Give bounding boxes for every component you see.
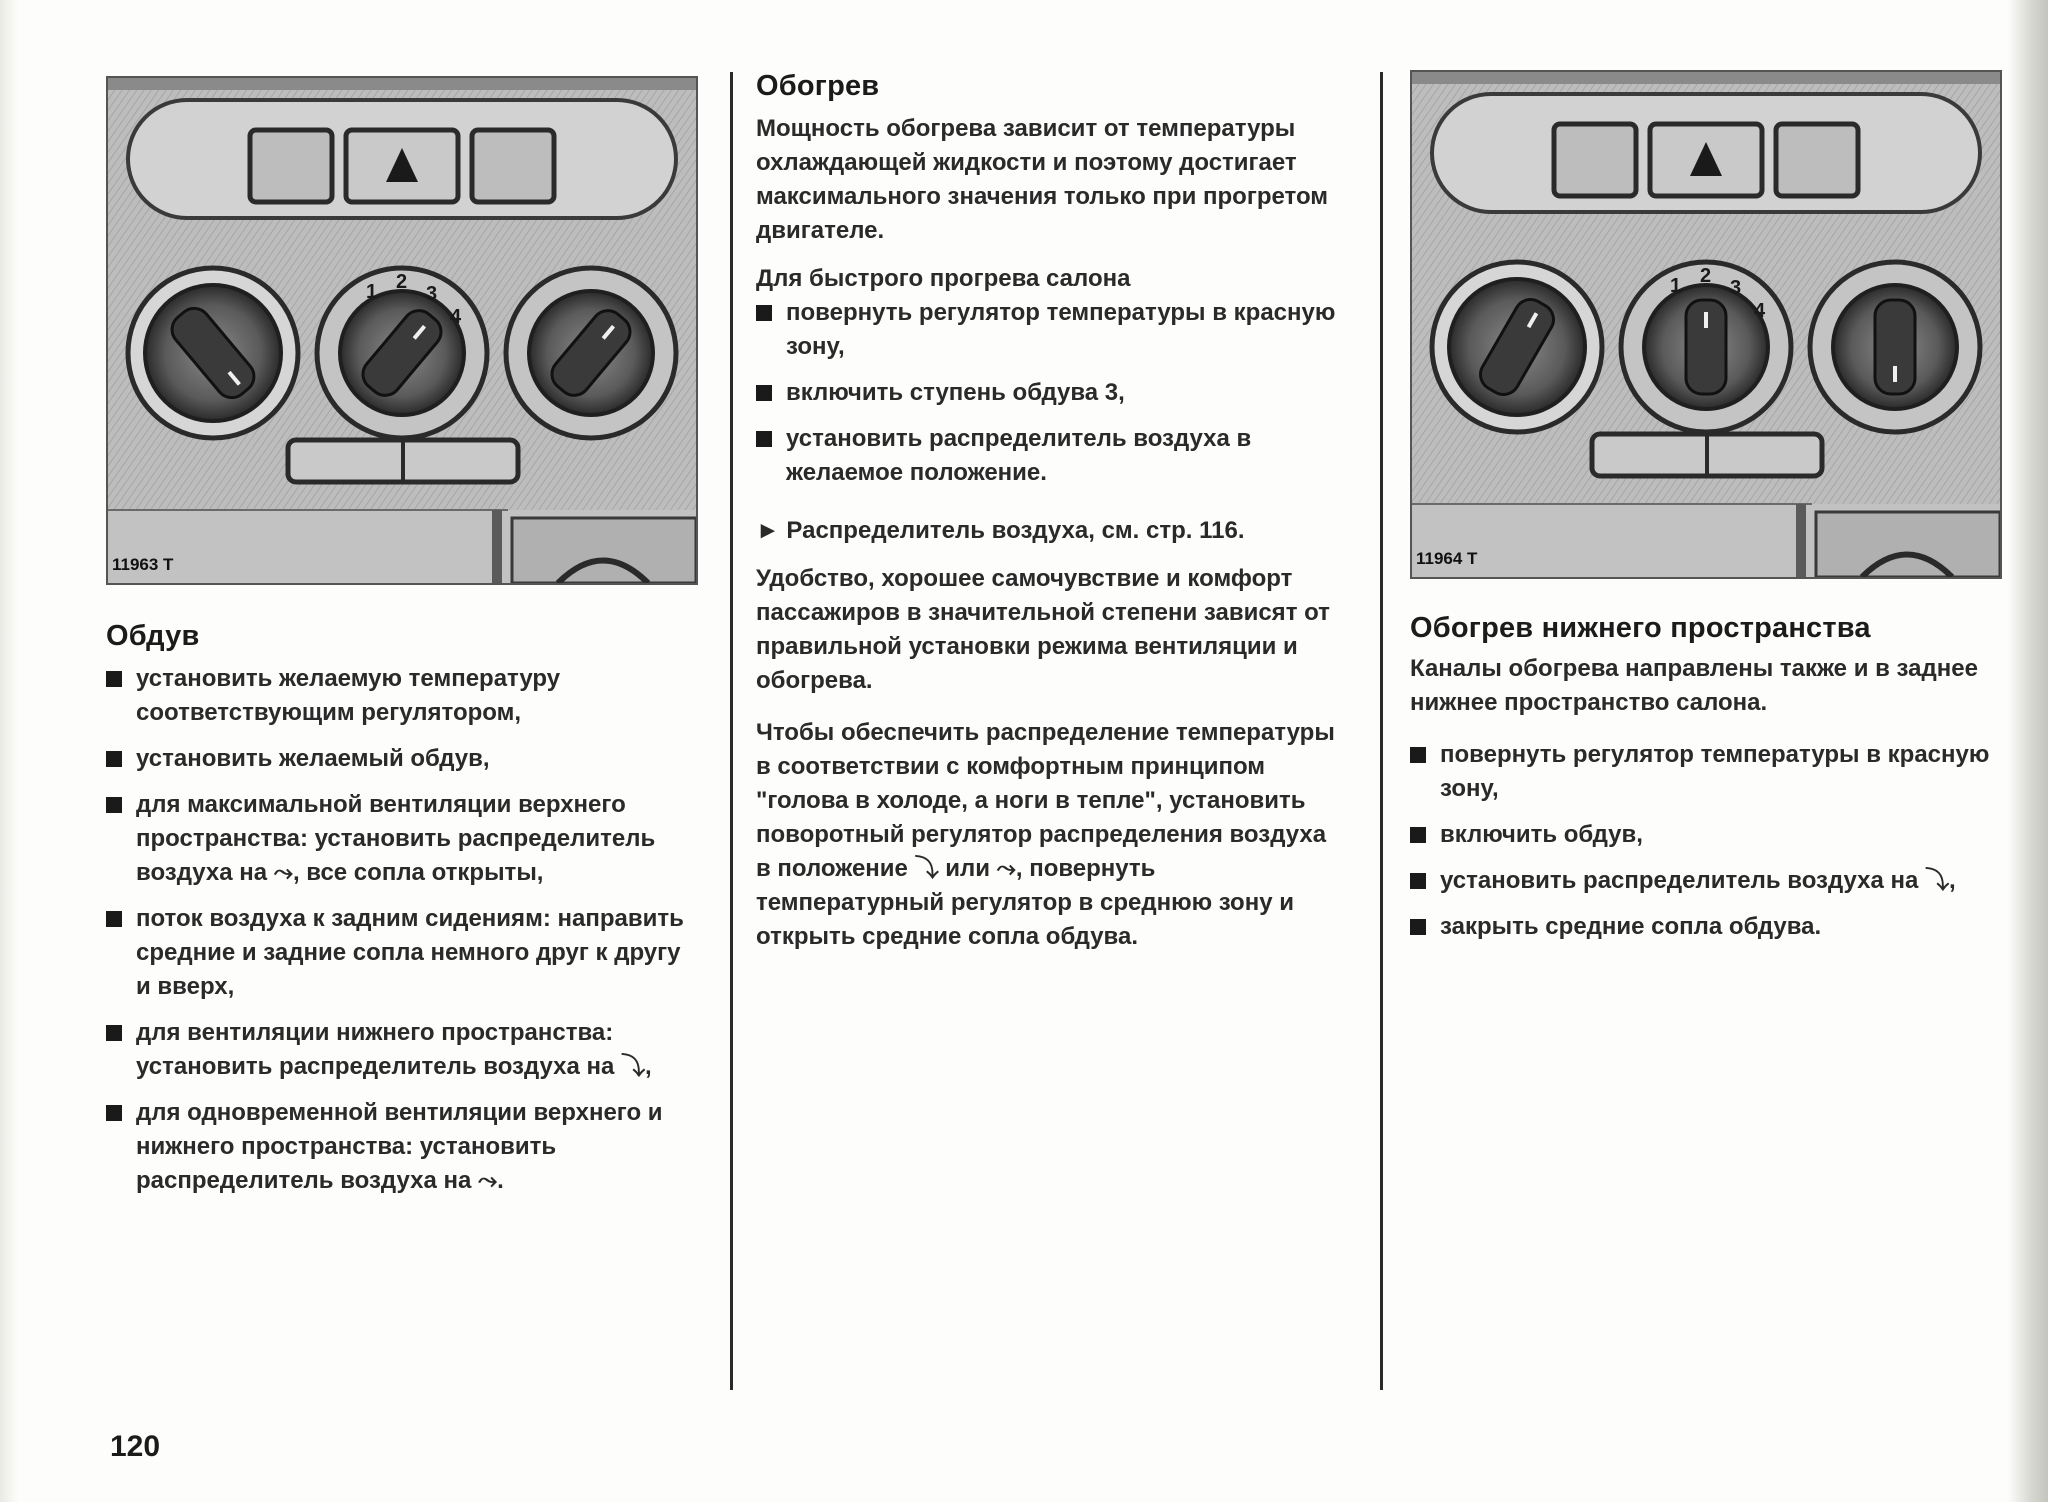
page-left-shadow [0,0,18,1502]
dial-speed-2: 2 [1700,265,1712,287]
dial-speed-1: 1 [1670,275,1682,297]
dial-speed-3: 3 [426,283,438,305]
list-item: включить обдув, [1410,818,1990,852]
paragraph: Каналы обогрева направлены также и в заднее нижнее пространство салона. [1410,655,1978,716]
list-item: для максимальной вентиляции верхнего пространства: установить распределитель воздуха на ⤳, все сопла открыты, [106,788,686,890]
list-item: закрыть средние сопла обдува. [1410,910,1990,944]
list-item: включить ступень обдува 3, [756,376,1346,410]
page-binding-shadow [2008,0,2048,1502]
list-item: установить распределитель воздуха в желаемое положение. [756,422,1346,490]
section-heading: Обогрев [756,70,880,102]
column-divider-2 [1380,72,1383,1390]
page-number: 120 [110,1430,161,1463]
section-heading: Обогрев нижнего пространства [1410,612,1871,644]
list-item: для вентиляции нижнего пространства: установить распределитель воздуха на ⤵, [106,1016,686,1084]
figure-label: 11963 T [112,555,174,574]
right-bullet-list [1410,738,1990,956]
list-item: для одновременной вентиляции верхнего и нижнего пространства: установить распределитель воздуха на ⤳. [106,1096,686,1198]
dial-speed-1: 1 [366,281,378,303]
figure-label: 11964 T [1416,549,1478,568]
list-item: поток воздуха к задним сидениям: направить средние и задние сопла немного друг к другу и вверх, [106,902,686,1004]
section-heading: Обдув [106,620,200,652]
heater-panel-figure-11964 [1410,70,2002,579]
dial-speed-4: 4 [450,306,462,328]
dial-speed-3: 3 [1730,277,1742,299]
heater-panel-figure-11963 [106,76,698,585]
paragraph: Чтобы обеспечить распределение температуры в соответствии с комфортным принципом "голова в холоде, а ноги в тепле", установить поворотный регулятор распределения воздуха в положение ⤵ или ⤳, повернуть температурный регулятор в среднюю зону и открыть средние сопла обдува. [756,719,1335,950]
heater-panel-illustration [108,78,696,583]
middle-bullet-list [756,296,1346,502]
dial-speed-2: 2 [396,271,408,293]
list-item: установить распределитель воздуха на ⤵, [1410,864,1990,898]
cross-reference: ► Распределитель воздуха, см. стр. 116. [756,517,1245,544]
list-item: установить желаемую температуру соответствующим регулятором, [106,662,686,730]
list-item: повернуть регулятор температуры в красную зону, [1410,738,1990,806]
left-bullet-list [106,662,686,1210]
heater-panel-illustration [1412,72,2000,577]
column-divider-1 [730,72,733,1390]
paragraph: Удобство, хорошее самочувствие и комфорт пассажиров в значительной степени зависят от правильной установки режима вентиляции и обогрева. [756,565,1330,694]
list-item: установить желаемый обдув, [106,742,686,776]
list-item: повернуть регулятор температуры в красную зону, [756,296,1346,364]
paragraph: Для быстрого прогрева салона [756,265,1131,292]
dial-speed-4: 4 [1754,300,1766,322]
paragraph: Мощность обогрева зависит от температуры охлаждающей жидкости и поэтому достигает максимального значения только при прогретом двигателе. [756,115,1329,244]
